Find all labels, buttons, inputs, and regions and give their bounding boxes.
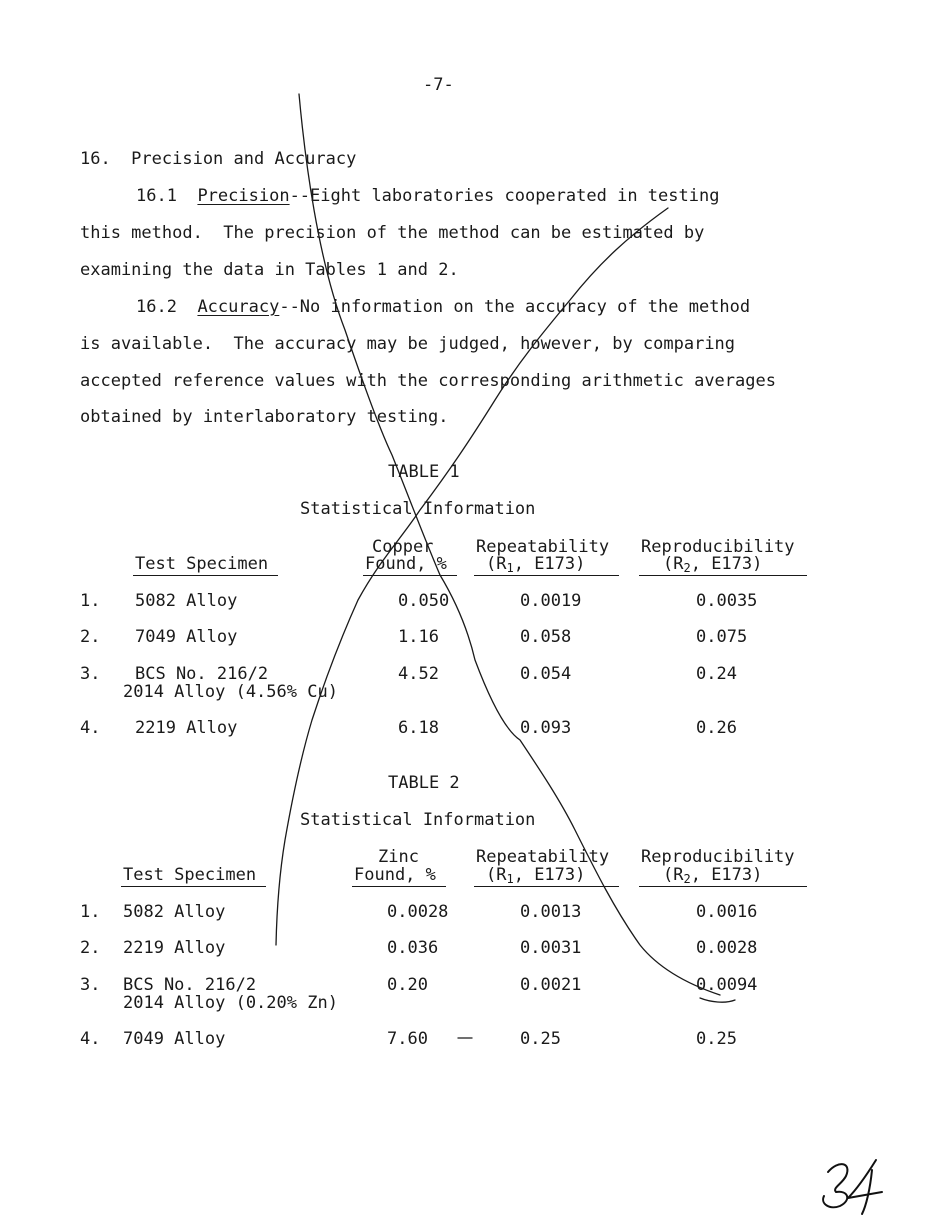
table1-header-r1-2 bbox=[486, 555, 585, 577]
header-text: (R bbox=[663, 554, 684, 574]
row-repeatability: 0.054 bbox=[520, 664, 572, 684]
row-number: 1. bbox=[80, 591, 101, 611]
row-specimen-line-2: 2014 Alloy (0.20% Zn) bbox=[123, 993, 338, 1013]
row-specimen: 5082 Alloy bbox=[123, 902, 226, 922]
handwritten-page-number-icon bbox=[823, 1160, 882, 1214]
row-specimen: 7049 Alloy bbox=[123, 1029, 226, 1049]
table1-header-found-2: Found, % bbox=[365, 554, 447, 574]
table2-header-rule bbox=[121, 886, 266, 887]
row-found: 1.16 bbox=[398, 627, 439, 647]
row-reproducibility: 0.0016 bbox=[696, 902, 758, 922]
row-repeatability: 0.0031 bbox=[520, 938, 582, 958]
header-subscript: 2 bbox=[683, 561, 691, 575]
header-text: , E173) bbox=[513, 865, 586, 885]
row-specimen: 7049 Alloy bbox=[135, 627, 238, 647]
header-subscript: 1 bbox=[506, 872, 514, 886]
precision-label: Precision bbox=[197, 186, 290, 206]
row-reproducibility: 0.0028 bbox=[696, 938, 758, 958]
page-number: -7- bbox=[423, 75, 454, 95]
row-repeatability: 0.0021 bbox=[520, 975, 582, 995]
row-specimen: BCS No. 216/2 bbox=[135, 664, 269, 684]
table2-header-rule bbox=[352, 886, 446, 887]
row-number: 1. bbox=[80, 902, 101, 922]
row-specimen: BCS No. 216/2 bbox=[123, 975, 257, 995]
paragraph-text: --Eight laboratories cooperated in testing bbox=[289, 186, 720, 206]
row-number: 2. bbox=[80, 627, 101, 647]
header-text: (R bbox=[486, 865, 507, 885]
row-specimen: 5082 Alloy bbox=[135, 591, 238, 611]
paragraph-number: 16.1 bbox=[136, 186, 177, 206]
strike-tail bbox=[700, 998, 735, 1002]
row-number: 4. bbox=[80, 718, 101, 738]
row-reproducibility: 0.26 bbox=[696, 718, 737, 738]
table1-header-rule bbox=[474, 575, 619, 576]
paragraph-16-1-line-3: examining the data in Tables 1 and 2. bbox=[80, 260, 459, 280]
table1-header-found-1: Copper bbox=[372, 537, 434, 557]
header-text: , E173) bbox=[690, 554, 763, 574]
paragraph-text: --No information on the accuracy of the method bbox=[279, 297, 751, 317]
paragraph-16-2-line-2: is available. The accuracy may be judged, however, by comparing bbox=[80, 334, 736, 354]
table1-subtitle: Statistical Information bbox=[300, 499, 536, 519]
row-reproducibility: 0.0094 bbox=[696, 975, 758, 995]
row-found: 4.52 bbox=[398, 664, 439, 684]
row-number: 2. bbox=[80, 938, 101, 958]
row-reproducibility: 0.24 bbox=[696, 664, 737, 684]
row-found: 0.0028 bbox=[387, 902, 449, 922]
table1-title: TABLE 1 bbox=[388, 462, 460, 482]
table2-header-rule bbox=[639, 886, 807, 887]
header-text: (R bbox=[486, 554, 507, 574]
row-number: 4. bbox=[80, 1029, 101, 1049]
header-subscript: 2 bbox=[683, 872, 691, 886]
header-text: , E173) bbox=[513, 554, 586, 574]
row-found: 6.18 bbox=[398, 718, 439, 738]
table1-header-r2-1: Reproducibility bbox=[641, 537, 795, 557]
row-number: 3. bbox=[80, 664, 101, 684]
table1-header-rule bbox=[639, 575, 807, 576]
table2-subtitle: Statistical Information bbox=[300, 810, 536, 830]
paragraph-16-1-line-2: this method. The precision of the method can be estimated by bbox=[80, 223, 705, 243]
table2-header-r2-2 bbox=[663, 866, 762, 888]
table1-header-rule bbox=[363, 575, 457, 576]
header-text: , E173) bbox=[690, 865, 763, 885]
paragraph-16-2-line-4: obtained by interlaboratory testing. bbox=[80, 407, 449, 427]
row-repeatability: 0.093 bbox=[520, 718, 572, 738]
table1-header-rule bbox=[133, 575, 278, 576]
table2-header-specimen: Test Specimen bbox=[123, 865, 257, 885]
paragraph-16-2-line-1 bbox=[80, 298, 750, 316]
row-reproducibility: 0.075 bbox=[696, 627, 748, 647]
row-repeatability: 0.058 bbox=[520, 627, 572, 647]
table2-header-r1-2 bbox=[486, 866, 585, 888]
header-text: (R bbox=[663, 865, 684, 885]
accuracy-label: Accuracy bbox=[197, 297, 280, 317]
strike-line-up bbox=[276, 208, 668, 945]
row-found: 0.036 bbox=[387, 938, 439, 958]
row-found: 7.60 bbox=[387, 1029, 428, 1049]
section-heading: 16. Precision and Accuracy bbox=[80, 149, 357, 169]
header-subscript: 1 bbox=[506, 561, 514, 575]
row-reproducibility: 0.25 bbox=[696, 1029, 737, 1049]
row-number: 3. bbox=[80, 975, 101, 995]
paragraph-16-2-line-3: accepted reference values with the corresponding arithmetic averages bbox=[80, 371, 776, 391]
table1-header-r1-1: Repeatability bbox=[476, 537, 610, 557]
table2-header-rule bbox=[474, 886, 619, 887]
row-found: 0.050 bbox=[398, 591, 450, 611]
table2-header-found-2: Found, % bbox=[354, 865, 436, 885]
row-specimen: 2219 Alloy bbox=[123, 938, 226, 958]
table2-header-found-1: Zinc bbox=[378, 847, 419, 867]
table1-header-r2-2 bbox=[663, 555, 762, 577]
row-repeatability: 0.25 bbox=[520, 1029, 561, 1049]
table2-header-r1-1: Repeatability bbox=[476, 847, 610, 867]
row-found: 0.20 bbox=[387, 975, 428, 995]
row-specimen-line-2: 2014 Alloy (4.56% Cu) bbox=[123, 682, 338, 702]
paragraph-number: 16.2 bbox=[136, 297, 177, 317]
table1-header-specimen: Test Specimen bbox=[135, 554, 269, 574]
table2-header-r2-1: Reproducibility bbox=[641, 847, 795, 867]
table2-title: TABLE 2 bbox=[388, 773, 460, 793]
row-repeatability: 0.0019 bbox=[520, 591, 582, 611]
row-repeatability: 0.0013 bbox=[520, 902, 582, 922]
row-specimen: 2219 Alloy bbox=[135, 718, 238, 738]
row-reproducibility: 0.0035 bbox=[696, 591, 758, 611]
paragraph-16-1-line-1 bbox=[80, 187, 719, 205]
